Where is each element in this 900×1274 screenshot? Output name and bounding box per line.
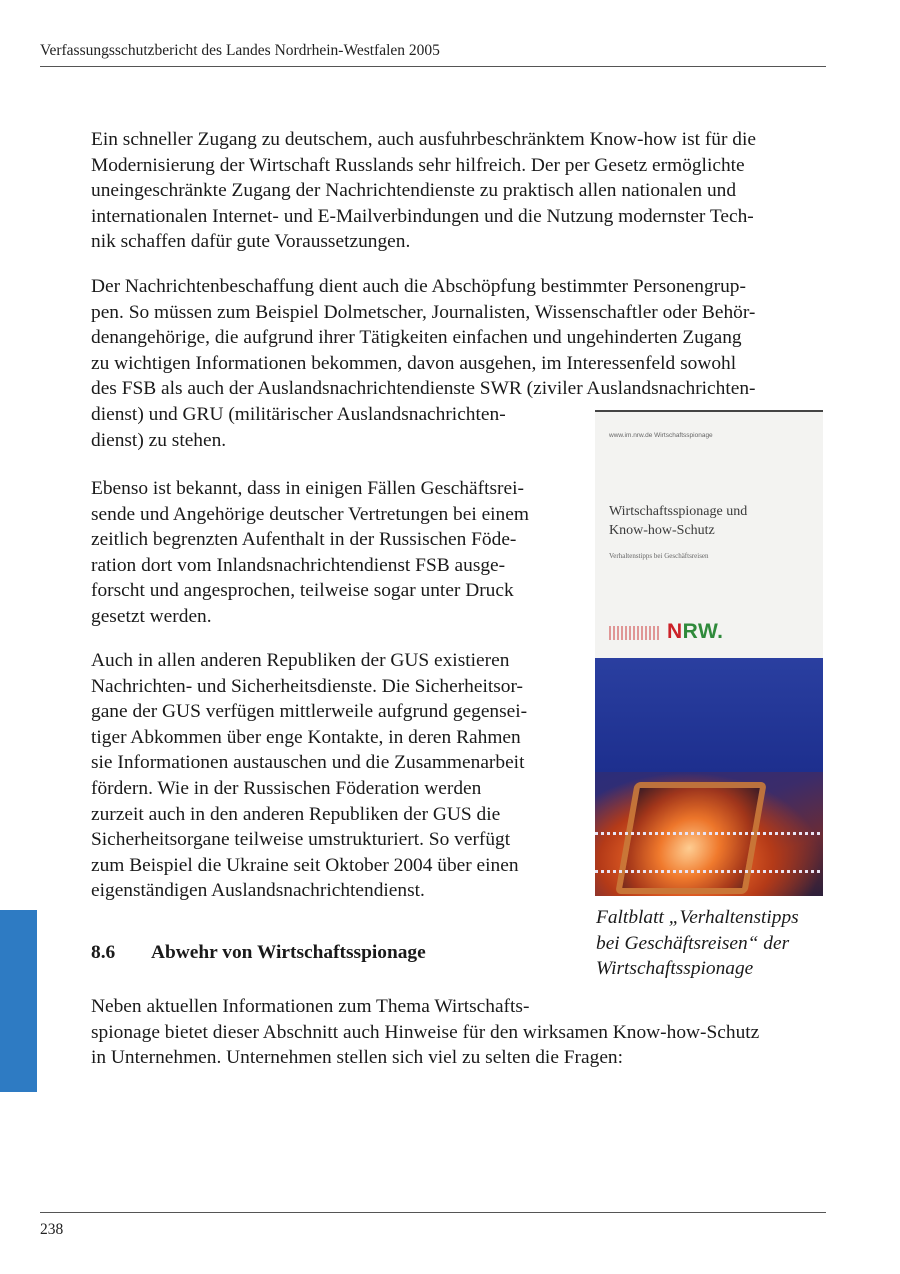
brochure-cover-top [595, 412, 823, 658]
text-line: dienst) und GRU (militärischer Auslandsnachrichten- [91, 403, 506, 425]
text-line: sie Informationen austauschen und die Zusammenarbeit [91, 752, 525, 774]
text-line: eigenständigen Auslandsnachrichtendienst. [91, 880, 425, 902]
text-line: Neben aktuellen Informationen zum Thema Wirtschafts- [91, 996, 530, 1017]
nrw-logo: NRW. [667, 620, 724, 643]
brochure-dotted-line [595, 870, 823, 873]
text-line: ration dort vom Inlandsnachrichtendienst FSB ausge- [91, 554, 506, 576]
header-rule [40, 66, 826, 67]
paragraph-3 [91, 476, 529, 630]
section-title: Abwehr von Wirtschaftsspionage [151, 942, 426, 963]
text-line: des FSB als auch der Auslandsnachrichtendienste SWR (ziviler Auslandsnachrichten- [91, 378, 756, 400]
text-line: gesetzt werden. [91, 605, 212, 627]
paragraph-1 [91, 127, 756, 255]
text-line: zum Beispiel die Ukraine seit Oktober 2004 über einen [91, 854, 519, 876]
brochure-title-line: Know-how-Schutz [609, 523, 715, 538]
brochure-dotted-line [595, 832, 823, 835]
brochure-blue-band [595, 658, 823, 772]
text-line: Nachrichten- und Sicherheitsdienste. Die Sicherheitsor- [91, 675, 523, 697]
brochure-title-line: Wirtschaftsspionage und [609, 504, 748, 519]
ministry-logo [609, 626, 661, 640]
chapter-tab-marker [0, 910, 37, 1092]
text-line: fördern. Wie in der Russischen Föderation werden [91, 777, 482, 799]
caption-line: Wirtschaftsspionage [596, 958, 754, 980]
figure-caption [596, 905, 799, 982]
brochure-title [609, 502, 747, 540]
text-line: Auch in allen anderen Republiken der GUS existieren [91, 650, 510, 671]
brochure-url: www.im.nrw.de Wirtschaftsspionage [609, 432, 713, 439]
caption-line: bei Geschäftsreisen“ der [596, 932, 790, 954]
section-number: 8.6 [91, 942, 116, 963]
text-line: gane der GUS verfügen mittlerweile aufgrund gegensei- [91, 701, 528, 723]
paragraph-4 [91, 648, 527, 904]
text-line: sende und Angehörige deutscher Vertretungen bei einem [91, 503, 529, 525]
brochure-photo-safe [615, 782, 767, 894]
text-line: spionage bietet dieser Abschnitt auch Hinweise für den wirksamen Know-how-Schutz [91, 1021, 760, 1043]
text-line: zurzeit auch in den anderen Republiken der GUS die [91, 803, 501, 825]
text-line: Modernisierung der Wirtschaft Russlands sehr hilfreich. Der per Gesetz ermöglichte [91, 154, 745, 176]
brochure-image [595, 410, 823, 896]
text-line: Sicherheitsorgane teilweise umstrukturiert. So verfügt [91, 829, 511, 851]
text-line: internationalen Internet- und E-Mailverbindungen und die Nutzung modernster Tech- [91, 205, 754, 227]
paragraph-5 [91, 994, 759, 1071]
text-line: dienst) zu stehen. [91, 429, 227, 451]
text-line: uneingeschränkte Zugang der Nachrichtendienste zu praktisch allen nationalen und [91, 180, 737, 202]
text-line: pen. So müssen zum Beispiel Dolmetscher, Journalisten, Wissenschaftler oder Behör- [91, 301, 756, 323]
text-line: in Unternehmen. Unternehmen stellen sich viel zu selten die Fragen: [91, 1047, 624, 1069]
page-number: 238 [40, 1221, 64, 1238]
section-heading [91, 942, 426, 964]
text-line: Ebenso ist bekannt, dass in einigen Fällen Geschäftsrei- [91, 478, 524, 499]
brochure-subtitle: Verhaltenstipps bei Geschäftsreisen [609, 552, 709, 560]
text-line: nik schaffen dafür gute Voraussetzungen. [91, 231, 411, 253]
brochure-photo [595, 772, 823, 896]
text-line: forscht und angesprochen, teilweise sogar unter Druck [91, 580, 514, 602]
text-line: zu wichtigen Informationen bekommen, davon ausgehen, im Interessenfeld sowohl [91, 352, 737, 374]
text-line: Ein schneller Zugang zu deutschem, auch ausfuhrbeschränktem Know-how ist für die [91, 129, 757, 150]
footer-rule [40, 1212, 826, 1213]
caption-line: Faltblatt „Verhaltenstipps [596, 907, 799, 928]
text-line: tiger Abkommen über enge Kontakte, in deren Rahmen [91, 726, 521, 748]
text-line: Der Nachrichtenbeschaffung dient auch die Abschöpfung bestimmter Personengrup- [91, 276, 746, 297]
header-title: Verfassungsschutzbericht des Landes Nordrhein-Westfalen 2005 [40, 42, 440, 59]
text-line: zeitlich begrenzten Aufenthalt in der Russischen Föde- [91, 529, 517, 551]
text-line: denangehörige, die aufgrund ihrer Tätigkeiten einfachen und ungehinderten Zugang [91, 327, 742, 349]
